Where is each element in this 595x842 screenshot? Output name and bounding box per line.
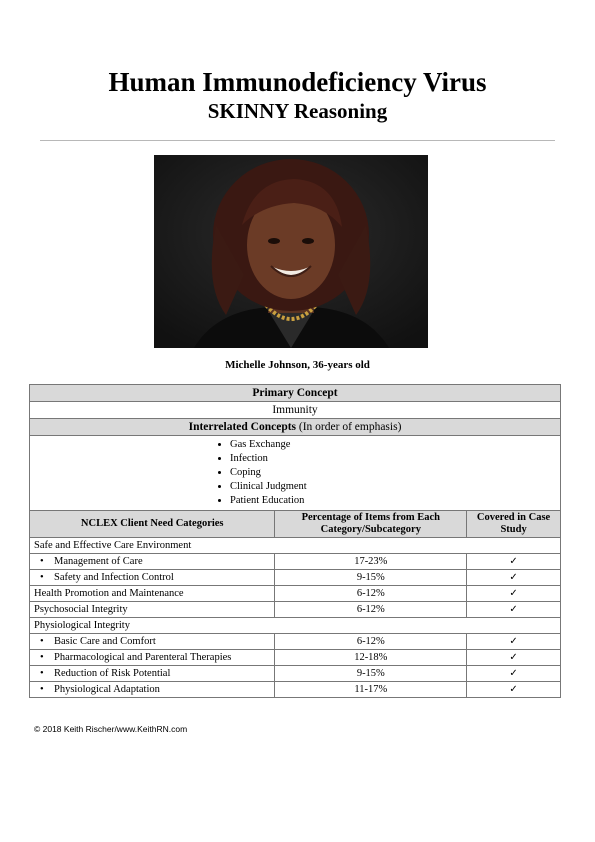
table-row [30, 634, 561, 650]
subcategory-label: • Physiological Adaptation [30, 682, 275, 698]
table-row [30, 538, 561, 554]
table-row [30, 586, 561, 602]
category-label: Health Promotion and Maintenance [30, 586, 275, 602]
patient-photo [154, 155, 428, 348]
table-row [30, 554, 561, 570]
table-row [30, 618, 561, 634]
column-header-covered: Covered in Case Study [467, 511, 561, 538]
table-row [30, 650, 561, 666]
table-row [30, 602, 561, 618]
subcategory-label: • Management of Care [30, 554, 275, 570]
checkmark-icon: ✓ [467, 602, 561, 618]
document-title: Human Immunodeficiency Virus [108, 67, 487, 97]
primary-concept-value: Immunity [30, 402, 561, 419]
interrelated-concepts-note: (In order of emphasis) [296, 421, 402, 433]
percentage-cell: 6-12% [275, 634, 467, 650]
table-row [30, 570, 561, 586]
concept-item: • Infection [230, 452, 556, 466]
column-header-percentage: Percentage of Items from Each Category/Subcategory [275, 511, 467, 538]
copyright-footer: © 2018 Keith Rischer/www.KeithRN.com [34, 724, 188, 734]
concept-item: • Patient Education [230, 494, 556, 508]
subcategory-label: • Safety and Infection Control [30, 570, 275, 586]
document-title-block [0, 66, 595, 124]
checkmark-icon: ✓ [467, 554, 561, 570]
percentage-cell: 11-17% [275, 682, 467, 698]
interrelated-concepts-title: Interrelated Concepts [188, 421, 297, 433]
interrelated-concepts-header [30, 419, 561, 436]
checkmark-icon: ✓ [467, 634, 561, 650]
checkmark-icon: ✓ [467, 570, 561, 586]
percentage-cell: 12-18% [275, 650, 467, 666]
percentage-cell: 17-23% [275, 554, 467, 570]
subcategory-label: • Basic Care and Comfort [30, 634, 275, 650]
percentage-cell: 6-12% [275, 602, 467, 618]
concept-item: • Clinical Judgment [230, 480, 556, 494]
column-header-category: NCLEX Client Need Categories [30, 511, 275, 538]
category-label: Physiological Integrity [30, 618, 561, 634]
photo-caption: Michelle Johnson, 36-years old [225, 359, 370, 371]
percentage-cell: 6-12% [275, 586, 467, 602]
category-label: Safe and Effective Care Environment [30, 538, 561, 554]
checkmark-icon: ✓ [467, 666, 561, 682]
concept-item: • Gas Exchange [230, 438, 556, 452]
primary-concept-header: Primary Concept [30, 385, 561, 402]
divider [40, 140, 555, 141]
checkmark-icon: ✓ [467, 650, 561, 666]
concept-item: • Coping [230, 466, 556, 480]
subcategory-label: • Reduction of Risk Potential [30, 666, 275, 682]
table-row [30, 682, 561, 698]
interrelated-concepts-list [30, 436, 561, 511]
document-subtitle: SKINNY Reasoning [207, 99, 388, 123]
percentage-cell: 9-15% [275, 570, 467, 586]
percentage-cell: 9-15% [275, 666, 467, 682]
checkmark-icon: ✓ [467, 682, 561, 698]
category-label: Psychosocial Integrity [30, 602, 275, 618]
concepts-table [29, 384, 561, 698]
table-row [30, 666, 561, 682]
subcategory-label: • Pharmacological and Parenteral Therapies [30, 650, 275, 666]
checkmark-icon: ✓ [467, 586, 561, 602]
